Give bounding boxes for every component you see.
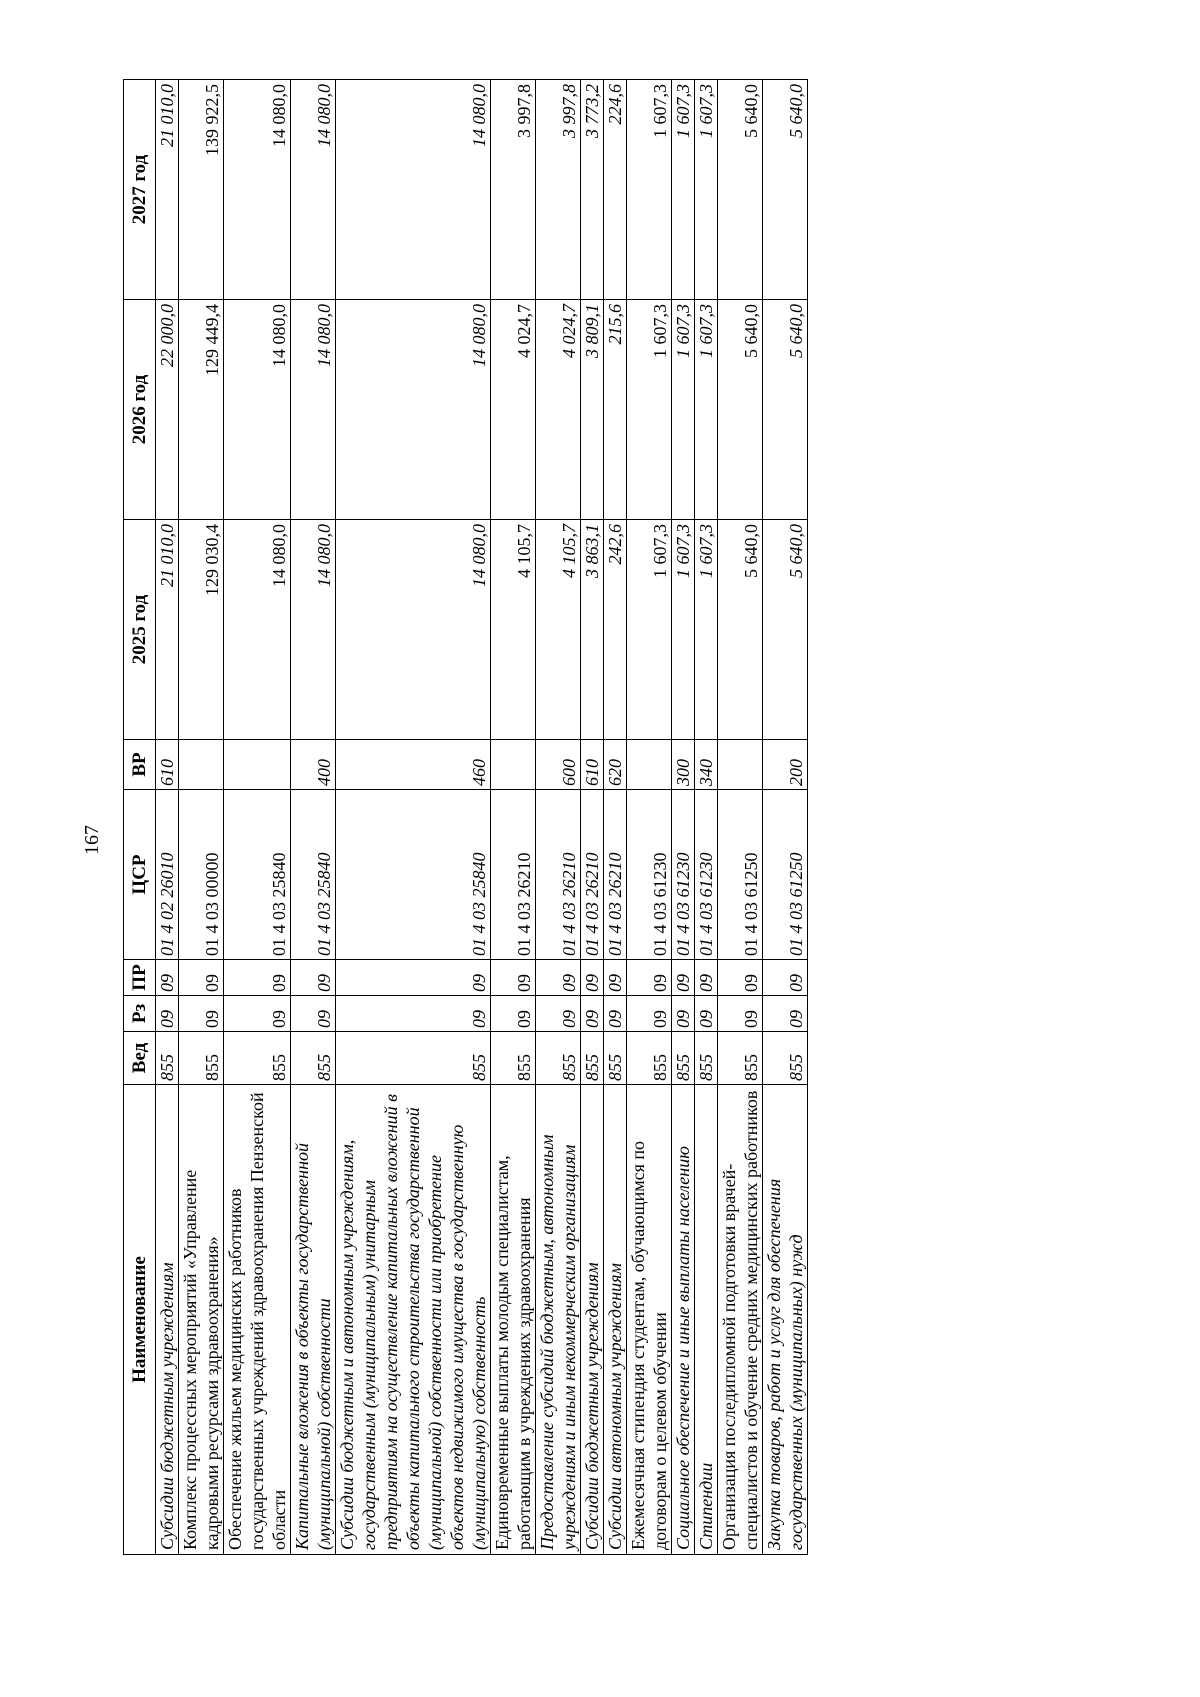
cell-vr: 200 <box>763 740 808 790</box>
cell-pr: 09 <box>695 960 718 996</box>
cell-rz: 09 <box>291 996 336 1032</box>
cell-vr: 400 <box>291 740 336 790</box>
cell-ved: 855 <box>291 1032 336 1085</box>
cell-csr: 01 4 03 26210 <box>604 790 627 960</box>
cell-y2027: 224,6 <box>604 80 627 300</box>
cell-csr: 01 4 03 26210 <box>536 790 581 960</box>
cell-y2027: 1 607,3 <box>627 80 672 300</box>
cell-vr <box>179 740 224 790</box>
header-ved: Вед <box>124 1032 156 1085</box>
cell-csr: 01 4 03 00000 <box>179 790 224 960</box>
cell-rz: 09 <box>156 996 179 1032</box>
cell-name: Организация последипломной подготовки врачей-специалистов и обучение средних медицинских работников <box>718 1085 763 1555</box>
cell-pr: 09 <box>672 960 695 996</box>
cell-vr: 340 <box>695 740 718 790</box>
header-vr: ВР <box>124 740 156 790</box>
cell-ved: 855 <box>536 1032 581 1085</box>
cell-ved: 855 <box>491 1032 536 1085</box>
cell-rz: 09 <box>179 996 224 1032</box>
cell-y2025: 3 863,1 <box>581 520 604 740</box>
cell-y2025: 21 010,0 <box>156 520 179 740</box>
cell-pr: 09 <box>491 960 536 996</box>
header-csr: ЦСР <box>124 790 156 960</box>
cell-y2025: 14 080,0 <box>291 520 336 740</box>
cell-name: Предоставление субсидий бюджетным, автономным учреждениям и иным некоммерческим организациям <box>536 1085 581 1555</box>
cell-vr <box>627 740 672 790</box>
cell-ved: 855 <box>581 1032 604 1085</box>
cell-y2027: 1 607,3 <box>672 80 695 300</box>
cell-y2027: 5 640,0 <box>718 80 763 300</box>
cell-y2027: 3 773,2 <box>581 80 604 300</box>
table-row <box>156 80 179 1555</box>
cell-name: Субсидии автономным учреждениям <box>604 1085 627 1555</box>
cell-y2027: 21 010,0 <box>156 80 179 300</box>
cell-ved: 855 <box>179 1032 224 1085</box>
cell-y2027: 14 080,0 <box>291 80 336 300</box>
cell-pr: 09 <box>763 960 808 996</box>
cell-name: Ежемесячная стипендия студентам, обучающимся по договорам о целевом обучении <box>627 1085 672 1555</box>
cell-vr <box>718 740 763 790</box>
cell-vr: 600 <box>536 740 581 790</box>
cell-name: Социальное обеспечение и иные выплаты населению <box>672 1085 695 1555</box>
cell-y2026: 1 607,3 <box>672 300 695 520</box>
cell-csr: 01 4 03 61250 <box>718 790 763 960</box>
cell-pr: 09 <box>156 960 179 996</box>
cell-y2027: 139 922,5 <box>179 80 224 300</box>
cell-y2025: 14 080,0 <box>224 520 291 740</box>
cell-pr: 09 <box>581 960 604 996</box>
cell-csr: 01 4 03 61230 <box>695 790 718 960</box>
cell-y2025: 4 105,7 <box>491 520 536 740</box>
table-row <box>291 80 336 1555</box>
cell-csr: 01 4 03 61250 <box>763 790 808 960</box>
cell-rz: 09 <box>581 996 604 1032</box>
cell-csr: 01 4 02 26010 <box>156 790 179 960</box>
cell-name: Субсидии бюджетным учреждениям <box>156 1085 179 1555</box>
table-row <box>179 80 224 1555</box>
table-row <box>695 80 718 1555</box>
cell-name: Закупка товаров, работ и услуг для обеспечения государственных (муниципальных) нужд <box>763 1085 808 1555</box>
cell-name: Стипендии <box>695 1085 718 1555</box>
cell-y2026: 5 640,0 <box>718 300 763 520</box>
cell-y2026: 215,6 <box>604 300 627 520</box>
cell-y2026: 1 607,3 <box>627 300 672 520</box>
cell-y2025: 1 607,3 <box>695 520 718 740</box>
table-row <box>763 80 808 1555</box>
cell-vr: 610 <box>581 740 604 790</box>
page-number: 167 <box>81 825 103 855</box>
cell-y2027: 5 640,0 <box>763 80 808 300</box>
table-row <box>581 80 604 1555</box>
header-2025: 2025 год <box>124 520 156 740</box>
cell-y2025: 5 640,0 <box>718 520 763 740</box>
cell-name: Обеспечение жильем медицинских работников государственных учреждений здравоохранения Пензенской области <box>224 1085 291 1555</box>
cell-y2027: 3 997,8 <box>491 80 536 300</box>
cell-rz: 09 <box>695 996 718 1032</box>
header-pr: ПР <box>124 960 156 996</box>
table-row <box>491 80 536 1555</box>
cell-rz: 09 <box>763 996 808 1032</box>
cell-ved: 855 <box>718 1032 763 1085</box>
cell-pr: 09 <box>536 960 581 996</box>
header-2026: 2026 год <box>124 300 156 520</box>
cell-csr: 01 4 03 25840 <box>224 790 291 960</box>
header-row <box>124 80 156 1555</box>
cell-y2025: 242,6 <box>604 520 627 740</box>
header-2027: 2027 год <box>124 80 156 300</box>
cell-ved: 855 <box>627 1032 672 1085</box>
cell-pr: 09 <box>224 960 291 996</box>
cell-rz: 09 <box>604 996 627 1032</box>
table-row <box>672 80 695 1555</box>
cell-name: Единовременные выплаты молодым специалистам, работающим в учреждениях здравоохранения <box>491 1085 536 1555</box>
table-row <box>224 80 291 1555</box>
table-row <box>627 80 672 1555</box>
cell-name: Субсидии бюджетным и автономным учреждениям, государственным (муниципальным) унитарным предприятиям на осуществление капитальных вложений в объекты капитального строительства государственной (муниципальной) собственности или приобретение объектов недвижимого имущества в государственную (муниципальную) собственность <box>336 1085 491 1555</box>
cell-y2025: 4 105,7 <box>536 520 581 740</box>
cell-pr: 09 <box>179 960 224 996</box>
cell-y2026: 4 024,7 <box>536 300 581 520</box>
cell-y2025: 5 640,0 <box>763 520 808 740</box>
cell-y2025: 1 607,3 <box>672 520 695 740</box>
header-name: Наименование <box>124 1085 156 1555</box>
cell-vr <box>491 740 536 790</box>
cell-y2026: 14 080,0 <box>291 300 336 520</box>
cell-y2026: 4 024,7 <box>491 300 536 520</box>
cell-pr: 09 <box>604 960 627 996</box>
cell-rz: 09 <box>336 996 491 1032</box>
table-row <box>536 80 581 1555</box>
table-body <box>156 80 808 1555</box>
cell-ved: 855 <box>604 1032 627 1085</box>
cell-vr: 300 <box>672 740 695 790</box>
cell-name: Комплекс процессных мероприятий «Управление кадровыми ресурсами здравоохранения» <box>179 1085 224 1555</box>
cell-csr: 01 4 03 61230 <box>627 790 672 960</box>
cell-rz: 09 <box>491 996 536 1032</box>
cell-y2027: 1 607,3 <box>695 80 718 300</box>
cell-y2027: 3 997,8 <box>536 80 581 300</box>
cell-y2027: 14 080,0 <box>336 80 491 300</box>
cell-pr: 09 <box>627 960 672 996</box>
cell-pr: 09 <box>718 960 763 996</box>
table-row <box>336 80 491 1555</box>
cell-ved: 855 <box>763 1032 808 1085</box>
cell-csr: 01 4 03 26210 <box>491 790 536 960</box>
cell-rz: 09 <box>536 996 581 1032</box>
table-row <box>604 80 627 1555</box>
cell-vr <box>224 740 291 790</box>
cell-ved: 855 <box>224 1032 291 1085</box>
cell-ved: 855 <box>672 1032 695 1085</box>
cell-csr: 01 4 03 26210 <box>581 790 604 960</box>
cell-y2025: 1 607,3 <box>627 520 672 740</box>
cell-name: Капитальные вложения в объекты государственной (муниципальной) собственности <box>291 1085 336 1555</box>
cell-csr: 01 4 03 25840 <box>336 790 491 960</box>
cell-y2026: 14 080,0 <box>224 300 291 520</box>
cell-y2026: 3 809,1 <box>581 300 604 520</box>
table-row <box>718 80 763 1555</box>
cell-y2025: 129 030,4 <box>179 520 224 740</box>
cell-vr: 610 <box>156 740 179 790</box>
cell-rz: 09 <box>224 996 291 1032</box>
cell-pr: 09 <box>336 960 491 996</box>
cell-rz: 09 <box>627 996 672 1032</box>
cell-csr: 01 4 03 25840 <box>291 790 336 960</box>
cell-vr: 620 <box>604 740 627 790</box>
header-rz: Рз <box>124 996 156 1032</box>
cell-pr: 09 <box>291 960 336 996</box>
budget-table <box>123 79 808 1555</box>
cell-y2026: 14 080,0 <box>336 300 491 520</box>
cell-ved: 855 <box>336 1032 491 1085</box>
cell-y2026: 1 607,3 <box>695 300 718 520</box>
cell-y2026: 22 000,0 <box>156 300 179 520</box>
cell-rz: 09 <box>672 996 695 1032</box>
cell-y2026: 5 640,0 <box>763 300 808 520</box>
rotated-table-container <box>123 80 1068 1555</box>
cell-y2026: 129 449,4 <box>179 300 224 520</box>
cell-name: Субсидии бюджетным учреждениям <box>581 1085 604 1555</box>
cell-y2025: 14 080,0 <box>336 520 491 740</box>
cell-y2027: 14 080,0 <box>224 80 291 300</box>
cell-rz: 09 <box>718 996 763 1032</box>
cell-csr: 01 4 03 61230 <box>672 790 695 960</box>
cell-vr: 460 <box>336 740 491 790</box>
cell-ved: 855 <box>156 1032 179 1085</box>
cell-ved: 855 <box>695 1032 718 1085</box>
